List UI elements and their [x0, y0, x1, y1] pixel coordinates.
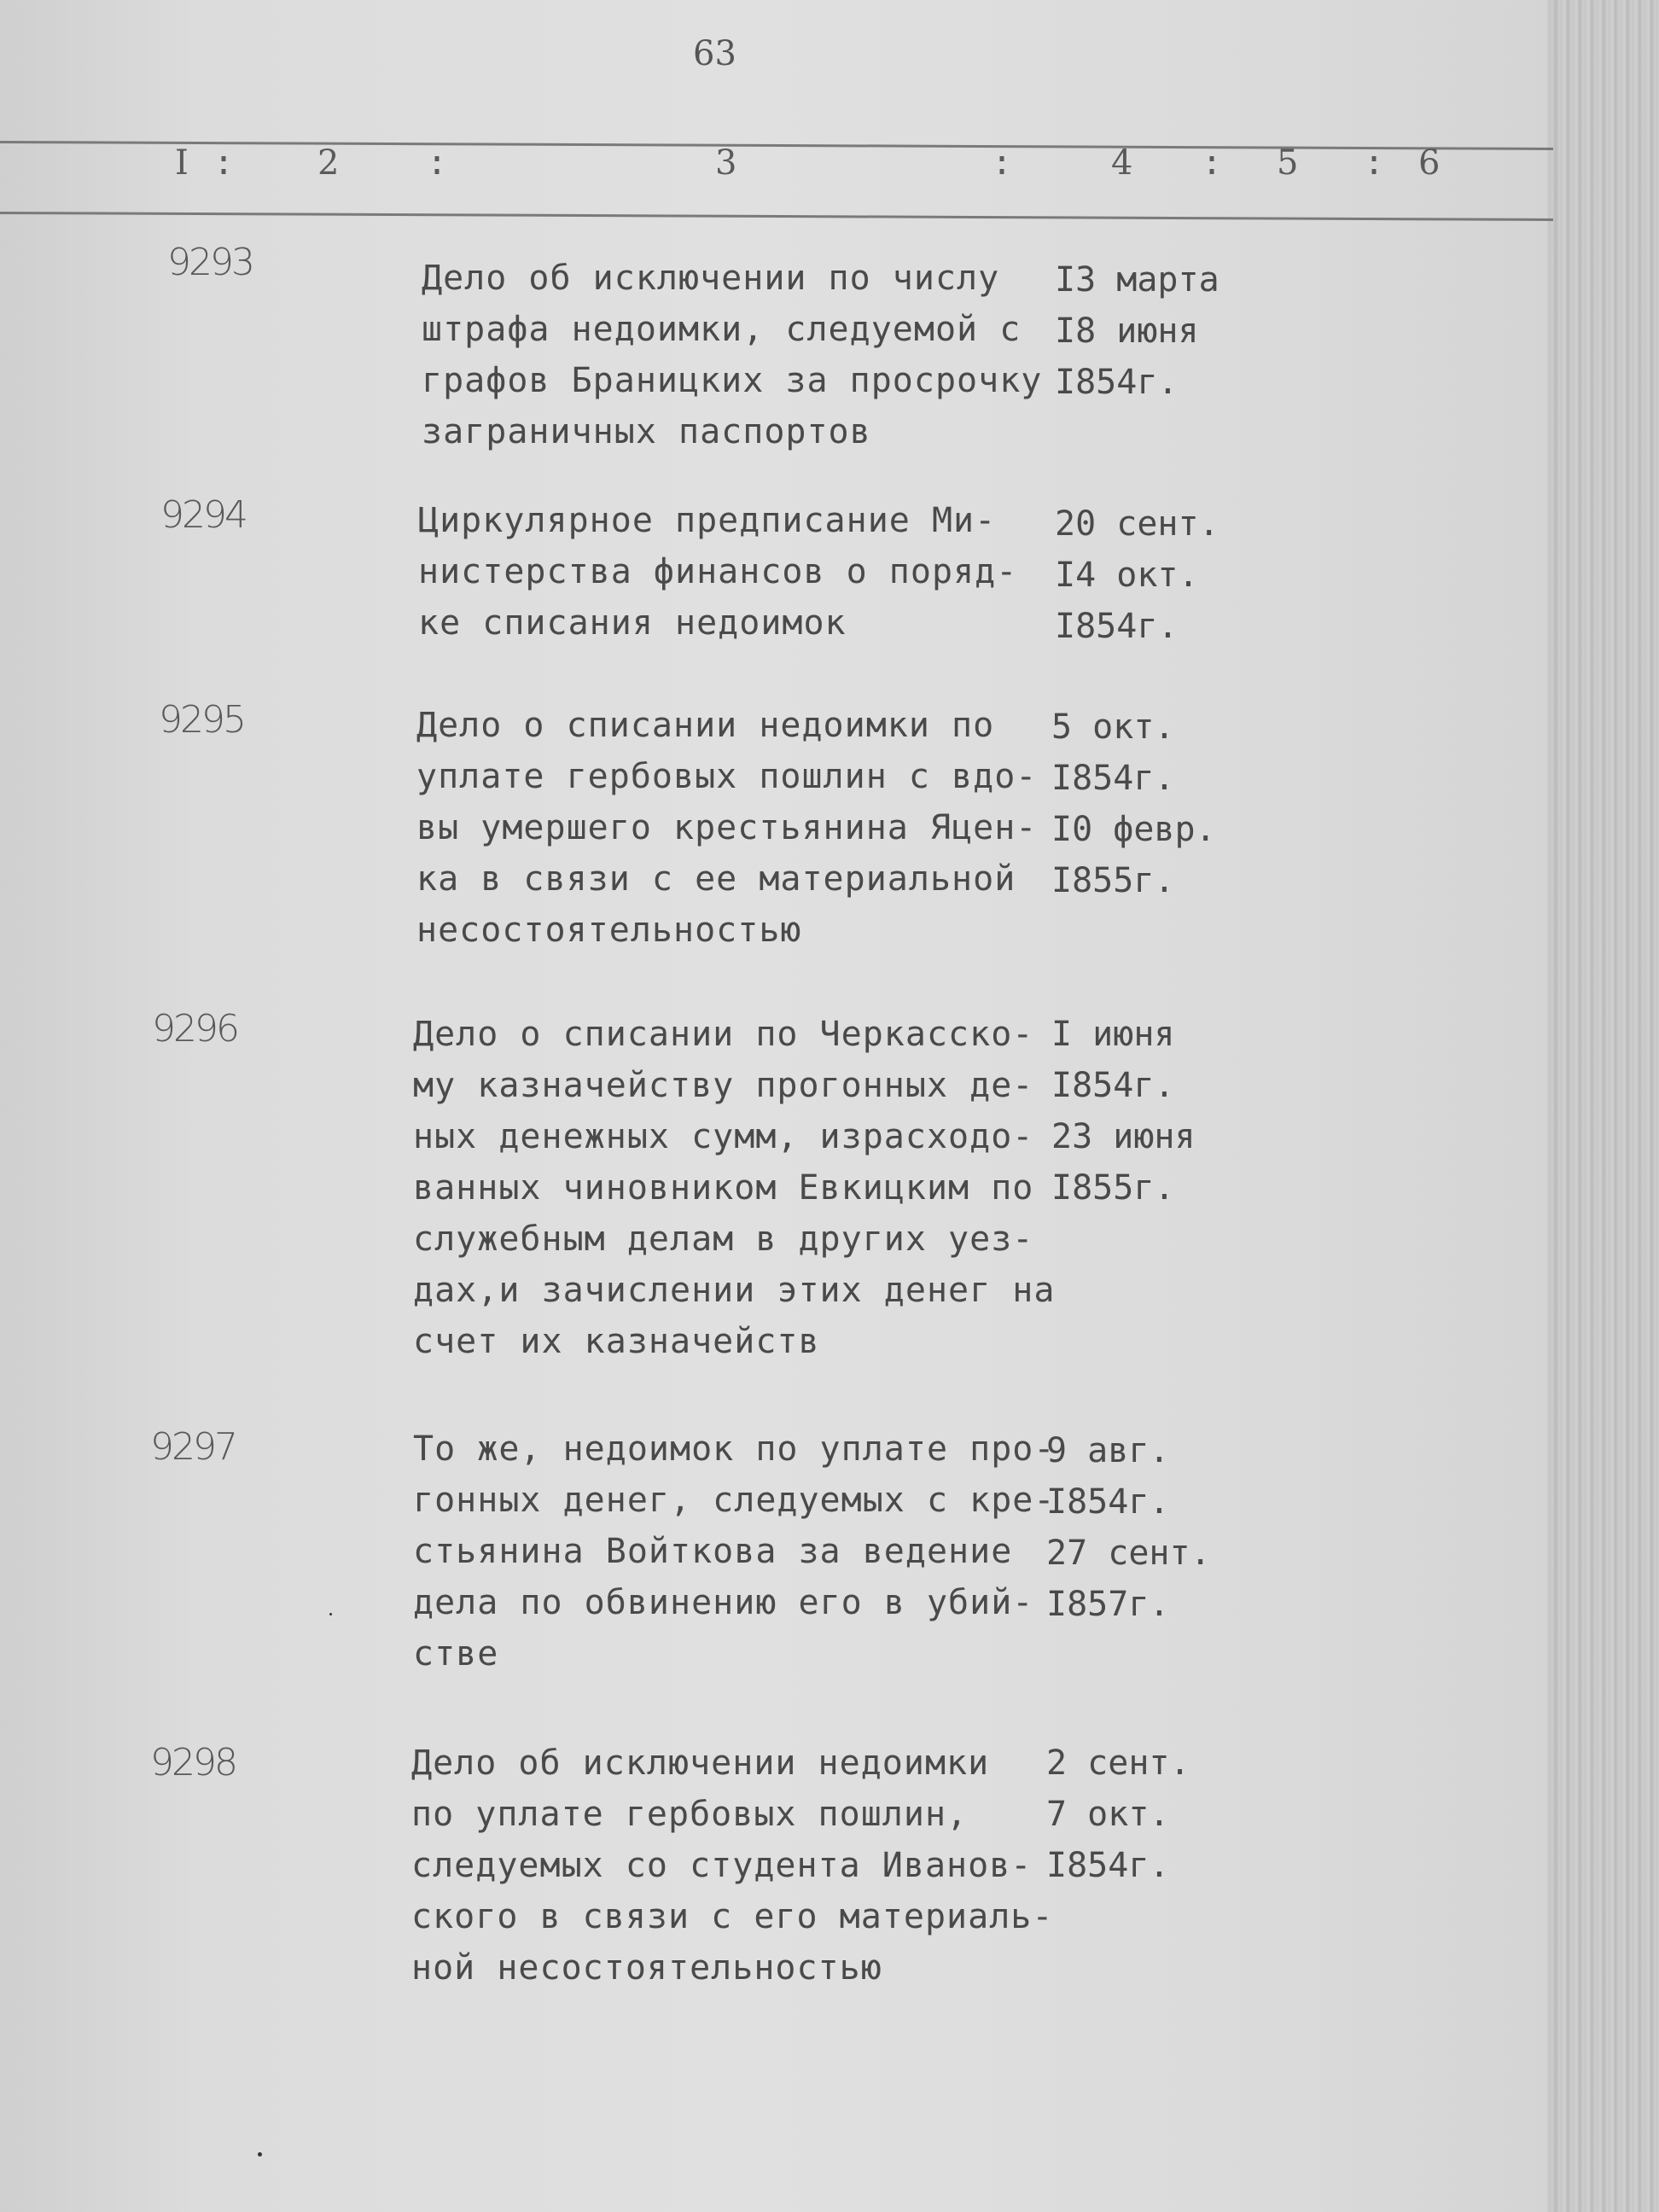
column-separator: :	[427, 143, 448, 183]
column-header-5: 5	[1277, 143, 1299, 183]
entry-line: ка в связи с ее материальной	[416, 859, 1016, 899]
entry-line: Циркулярное предписание Ми-	[418, 501, 997, 540]
column-header-6: 6	[1418, 143, 1441, 183]
entry-line: То же, недоимок по уплате про-	[413, 1429, 1056, 1469]
entry-line: по уплате гербовых пошлин,	[411, 1795, 969, 1834]
page-number: 63	[693, 34, 736, 73]
column-separator: :	[992, 143, 1013, 183]
entry-description	[411, 1738, 1060, 1994]
date-line: I855г.	[1051, 1168, 1175, 1208]
paper-speck	[258, 2152, 262, 2157]
date-line: 27 сент.	[1046, 1534, 1211, 1573]
date-line: I854г.	[1051, 1066, 1175, 1105]
date-line: 20 сент.	[1055, 504, 1220, 544]
entry-line: ванных чиновником Евкицким по	[413, 1168, 1034, 1208]
entry-line: му казначейству прогонных де-	[413, 1066, 1034, 1105]
entry-line: ной несостоятельностью	[411, 1948, 882, 1988]
entry-line: вы умершего крестьянина Яцен-	[416, 808, 1038, 847]
date-line: I854г.	[1051, 759, 1175, 798]
column-header-1: I	[175, 143, 189, 183]
column-separator: :	[1202, 143, 1223, 183]
entry-line: штрафа недоимки, следуемой с	[422, 310, 1022, 349]
entry-line: дах,и зачислении этих денег на	[413, 1271, 1056, 1310]
entry-number: 9297	[150, 1425, 236, 1469]
entry-dates	[1046, 1738, 1251, 1891]
stacked-page-edges	[1548, 0, 1659, 2212]
entry-description	[418, 495, 1067, 649]
entry-number: 9295	[159, 698, 244, 742]
entry-line: ского в связи с его материаль-	[411, 1897, 1054, 1936]
entry-description	[413, 1009, 1062, 1367]
entry-line: Дело о списании по Черкасско-	[413, 1015, 1034, 1054]
date-line: I4 окт.	[1055, 556, 1199, 595]
entry-line: Дело об исключении по числу	[422, 259, 1000, 298]
date-line: I854г.	[1046, 1846, 1170, 1885]
date-line: 5 окт.	[1051, 707, 1175, 747]
entry-line: уплате гербовых пошлин с вдо-	[416, 757, 1038, 796]
entry-line: стве	[413, 1634, 499, 1674]
entry-line: гонных денег, следуемых с кре-	[413, 1481, 1056, 1520]
date-line: I0 февр.	[1051, 810, 1216, 849]
entry-line: ных денежных сумм, израсходо-	[413, 1117, 1034, 1156]
column-header-3: 3	[715, 143, 737, 183]
date-line: I857г.	[1046, 1585, 1170, 1624]
date-line: 7 окт.	[1046, 1795, 1170, 1834]
entry-number: 9294	[160, 493, 246, 537]
column-separator: :	[1364, 143, 1385, 183]
entry-line: Дело об исключении недоимки	[411, 1743, 990, 1783]
entry-dates	[1051, 1009, 1256, 1214]
entry-line: следуемых со студента Иванов-	[411, 1846, 1033, 1885]
entry-line: несостоятельностью	[416, 911, 802, 950]
paper-speck	[329, 1613, 332, 1615]
entry-line: Дело о списании недоимки по	[416, 706, 995, 745]
date-line: 9 авг.	[1046, 1431, 1170, 1470]
entry-dates	[1055, 498, 1260, 652]
date-line: 23 июня	[1051, 1117, 1196, 1156]
date-line: I855г.	[1051, 861, 1175, 900]
column-header-4: 4	[1111, 143, 1133, 183]
date-line: I854г.	[1046, 1482, 1170, 1522]
entry-line: графов Браницких за просрочку	[422, 361, 1043, 400]
date-line: I8 июня	[1055, 311, 1199, 351]
entry-number: 9296	[152, 1007, 237, 1051]
entry-dates	[1046, 1425, 1251, 1630]
entry-dates	[1051, 701, 1256, 906]
entry-line: нистерства финансов о поряд-	[418, 552, 1018, 591]
entry-description	[416, 700, 1065, 956]
entry-number: 9293	[167, 241, 253, 284]
column-header-2: 2	[317, 143, 340, 183]
entry-line: дела по обвинению его в убий-	[413, 1583, 1034, 1622]
date-line: 2 сент.	[1046, 1743, 1190, 1783]
entry-line: стьянина Войткова за ведение	[413, 1532, 1013, 1571]
entry-line: ке списания недоимок	[418, 603, 847, 643]
entry-description	[422, 253, 1070, 457]
entry-line: счет их казначейств	[413, 1322, 820, 1361]
column-separator: :	[213, 143, 235, 183]
header-rule-bottom	[0, 212, 1553, 221]
entry-line: служебным делам в других уез-	[413, 1220, 1034, 1259]
entry-dates	[1055, 254, 1260, 408]
date-line: I854г.	[1055, 607, 1179, 646]
date-line: I3 марта	[1055, 260, 1220, 300]
entry-line: заграничных паспортов	[422, 412, 871, 451]
entry-description	[413, 1423, 1062, 1679]
date-line: I854г.	[1055, 363, 1179, 402]
entry-number: 9298	[150, 1741, 236, 1784]
date-line: I июня	[1051, 1015, 1175, 1054]
